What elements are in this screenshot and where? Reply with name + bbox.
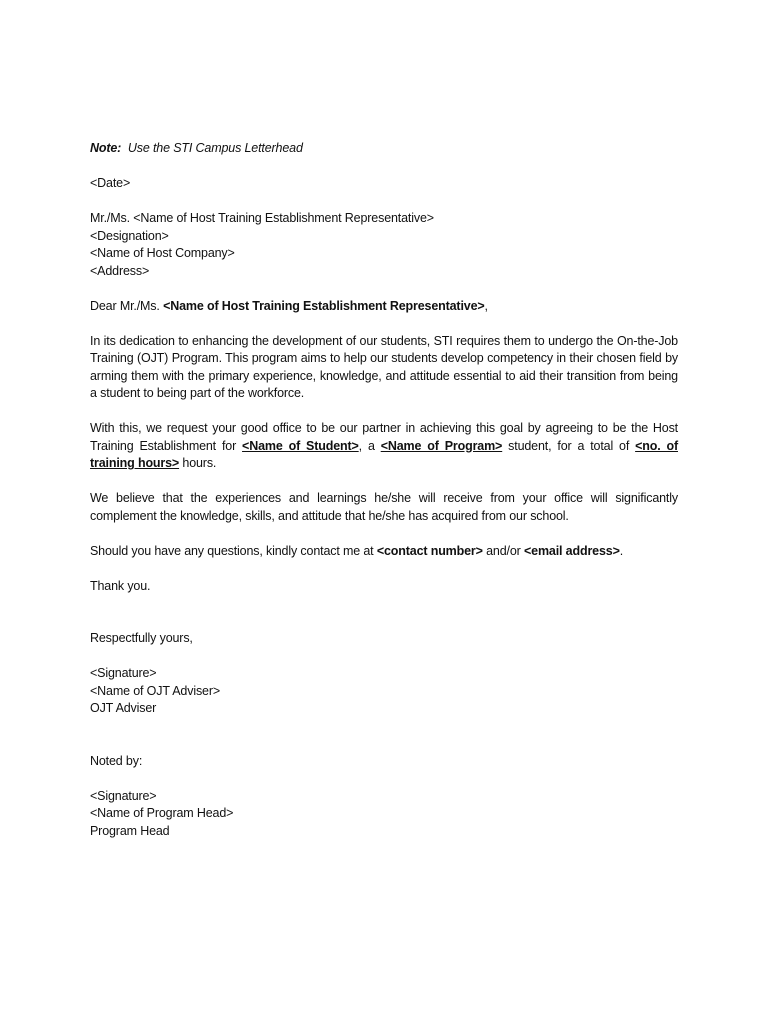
note-line xyxy=(90,140,678,158)
noted-by: Noted by: xyxy=(90,753,143,768)
thank-you: Thank you. xyxy=(90,578,151,593)
contact-number-placeholder: <contact number> xyxy=(376,543,483,558)
recipient-company: <Name of Host Company> xyxy=(90,246,235,260)
contact-text-1: Should you have any questions, kindly contact me at xyxy=(90,543,377,558)
salutation xyxy=(90,298,678,316)
program-head-name: <Name of Program Head> xyxy=(90,806,234,820)
program-head-title: Program Head xyxy=(90,823,170,838)
letter-body xyxy=(90,140,678,840)
request-text-3: student, for a total of xyxy=(502,438,636,453)
adviser-signature: <Signature> xyxy=(90,666,157,680)
request-text-1: With this, we request your good office to be our partner in achieving this goal by agreeing to be the Host Training Establishment for xyxy=(90,421,678,453)
salutation-name: <Name of Host Training Establishment Representative> xyxy=(163,298,485,313)
paragraph-belief: We believe that the experiences and learnings he/she will receive from your office will significantly complement the knowledge, skills, and attitude that he/she has acquired from our school. xyxy=(90,491,678,523)
paragraph-request xyxy=(90,420,678,473)
training-hours-placeholder: <no. of training hours> xyxy=(90,438,678,470)
email-address-placeholder: <email address> xyxy=(524,543,620,558)
note-text: Use the STI Campus Letterhead xyxy=(127,141,303,155)
recipient-address: <Address> xyxy=(90,263,150,278)
paragraph-intro: In its dedication to enhancing the development of our students, STI requires them to undergo the On-the-Job Training (OJT) Program. This program aims to help our students develop competency in their chosen field by arming them with the primary experience, knowledge, and attitude essential to aid their transition from being a student to being part of the workforce. xyxy=(90,333,678,400)
contact-text-2: and/or xyxy=(482,543,524,558)
date-placeholder: <Date> xyxy=(90,176,131,190)
adviser-title: OJT Adviser xyxy=(90,701,157,715)
paragraph-contact xyxy=(90,543,678,561)
salutation-prefix: Dear Mr./Ms. xyxy=(90,298,164,313)
closing: Respectfully yours, xyxy=(90,631,193,645)
student-name-placeholder: <Name of Student> xyxy=(242,438,359,453)
request-text-4: hours. xyxy=(179,456,217,470)
program-name-placeholder: <Name of Program> xyxy=(380,438,503,453)
program-head-signature: <Signature> xyxy=(90,788,157,803)
note-label: Note: xyxy=(90,141,122,155)
recipient-designation: <Designation> xyxy=(90,228,169,243)
contact-text-3: . xyxy=(619,543,624,558)
salutation-suffix: , xyxy=(484,298,488,313)
recipient-name: Mr./Ms. <Name of Host Training Establishment Representative> xyxy=(90,211,434,225)
request-text-2: , a xyxy=(358,438,381,453)
adviser-name: <Name of OJT Adviser> xyxy=(90,683,221,698)
